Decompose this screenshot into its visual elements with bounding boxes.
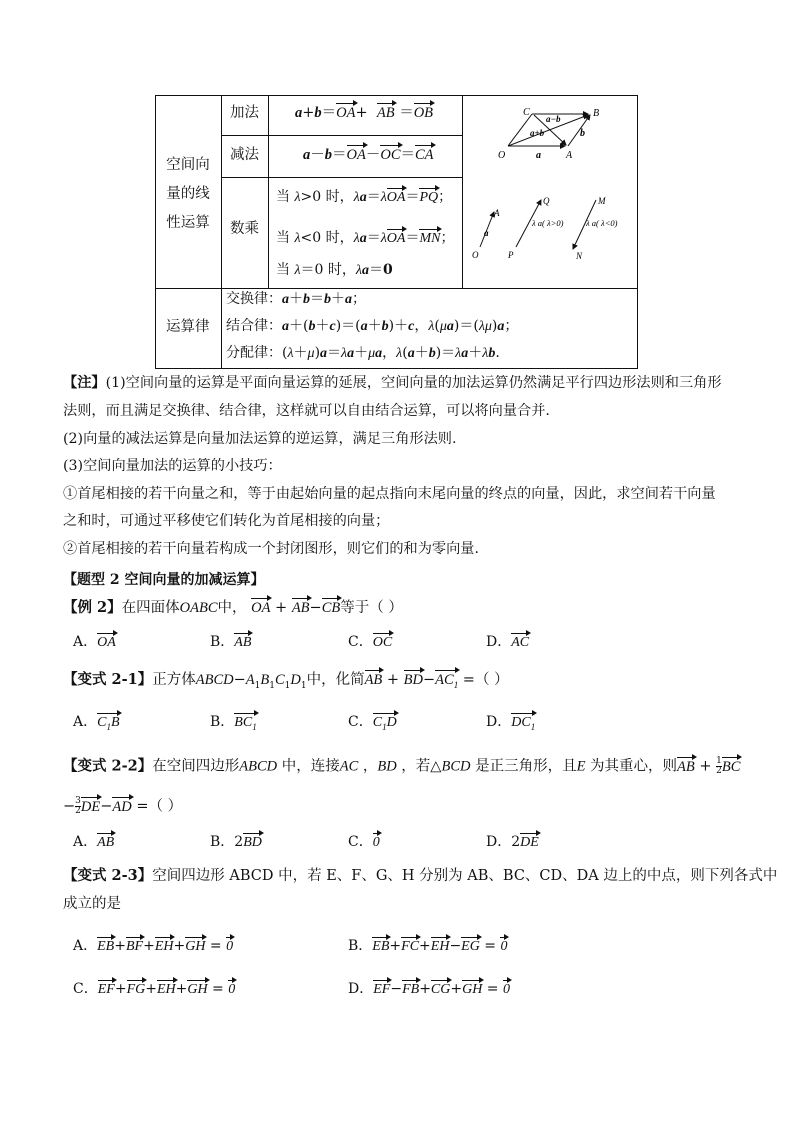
op-sub-label: 减法 bbox=[230, 147, 259, 163]
row-group-label-line: 空间向 bbox=[166, 157, 210, 173]
question-tag: 【变式 2-2】 bbox=[63, 757, 153, 775]
option-a[interactable]: A．$C_1B$ bbox=[73, 714, 120, 732]
laws-label: 运算律 bbox=[166, 319, 210, 335]
fig1-label: B bbox=[593, 108, 600, 119]
row-group-label-line: 量的线 bbox=[166, 186, 210, 202]
fig2-label: λ a( λ<0) bbox=[586, 218, 618, 228]
row-group-label-line: 性运算 bbox=[166, 215, 210, 231]
option-d[interactable]: D．AC bbox=[486, 634, 530, 650]
row-group-label bbox=[160, 151, 216, 238]
fig1-label: O bbox=[498, 150, 506, 161]
note-line: ②首尾相接的若干向量若构成一个封闭图形，则它们的和为零向量. bbox=[63, 541, 479, 557]
question-stem: 【例 2】在四面体OABC中， OA + AB−CB等于（ ） bbox=[63, 599, 403, 616]
option-c[interactable]: C．0 bbox=[348, 834, 380, 850]
note-line: (2)向量的减法运算是向量加法运算的逆运算，满足三角形法则. bbox=[63, 431, 457, 447]
note-line: ①首尾相接的若干向量之和，等于由起始向量的起点指向末尾向量的终点的向量，因此，求空间若干向量 bbox=[63, 486, 716, 502]
question-stem: 【变式 2-2】在空间四边形ABCD 中，连接AC ，BD ，若△BCD 是正三角形，且E 为其重心，则AB + $\frac{1}{2}$ BC bbox=[63, 756, 741, 776]
formula-sub: a－b＝OA－OC＝CA bbox=[303, 147, 434, 163]
law-commutative: 交换律：a＋b＝b＋a； bbox=[226, 291, 366, 307]
fig2-label: A bbox=[494, 208, 500, 218]
option-b[interactable]: B．AB bbox=[210, 634, 252, 650]
note-line bbox=[63, 376, 722, 390]
option-c[interactable]: C．EF+FG+EH+GH = 0 bbox=[73, 981, 236, 997]
question-stem-cont: − $\frac{3}{2}$ DE−AD =（ ） bbox=[63, 796, 183, 816]
note-text: (1)空间向量的运算是平面向量运算的延展，空间向量的加法运算仍然满足平行四边形法则和三角形 bbox=[105, 375, 722, 391]
fig1-label: C bbox=[523, 107, 530, 118]
question-tag: 【例 2】 bbox=[63, 599, 122, 616]
note-tag: 【注】 bbox=[63, 375, 106, 391]
formula-add: a+b＝OA+ AB ＝OB bbox=[295, 105, 434, 121]
scalar-multiplication-figure bbox=[466, 192, 636, 270]
question-tag: 【变式 2-1】 bbox=[63, 671, 153, 688]
option-c[interactable]: C．$C_1D$ bbox=[348, 714, 397, 732]
option-d[interactable]: D．EF−FB+CG+GH = 0 bbox=[348, 981, 510, 997]
law-associative: 结合律：a＋(b＋c)＝(a＋b)＋c，λ(μa)＝(λμ)a； bbox=[226, 318, 519, 334]
question-tag: 【变式 2-3】 bbox=[63, 867, 153, 884]
fig1-label: b bbox=[580, 128, 585, 139]
question-stem-cont: 成立的是 bbox=[63, 896, 121, 912]
op-scalar-label: 数乘 bbox=[230, 221, 259, 237]
parallelogram-figure bbox=[490, 100, 620, 162]
law-distributive: 分配律：(λ＋μ)a＝λa＋μa，λ(a＋b)＝λa＋λb. bbox=[226, 345, 500, 361]
fig2-label: M bbox=[598, 196, 606, 206]
formula-scalar-pos: 当 λ>0 时，λa＝λOA＝PQ； bbox=[276, 189, 453, 205]
option-c[interactable]: C．OC bbox=[348, 634, 393, 650]
fig2-label: a bbox=[484, 228, 489, 238]
note-line: 法则，而且满足交换律、结合律，这样就可以自由结合运算，可以将向量合并. bbox=[63, 403, 550, 419]
option-a[interactable]: A．OA bbox=[73, 634, 116, 650]
fig1-label: A bbox=[566, 150, 573, 161]
fig2-label: λ a( λ>0) bbox=[532, 218, 564, 228]
fig2-label: P bbox=[508, 250, 514, 260]
option-b[interactable]: B．$BC_1$ bbox=[210, 714, 257, 732]
note-line: 之和时，可通过平移使它们转化为首尾相接的向量； bbox=[63, 513, 390, 529]
op-add-label: 加法 bbox=[230, 105, 259, 121]
fig1-label: a−b bbox=[546, 114, 561, 124]
fig1-label: a bbox=[536, 150, 541, 161]
fig2-label: N bbox=[576, 251, 583, 261]
option-b[interactable]: B．EB+FC+EH−EG = 0 bbox=[348, 938, 508, 954]
option-d[interactable]: D．2DE bbox=[486, 834, 539, 850]
section-title: 【题型 2 空间向量的加减运算】 bbox=[63, 572, 265, 588]
option-a[interactable]: A．AB bbox=[73, 834, 115, 850]
option-d[interactable]: D．$DC_1$ bbox=[486, 714, 536, 732]
note-line: (3)空间向量加法的运算的小技巧： bbox=[63, 458, 282, 474]
option-a[interactable]: A．EB+BF+EH+GH = 0 bbox=[73, 938, 234, 954]
formula-scalar-neg: 当 λ<0 时，λa＝λOA＝MN； bbox=[276, 230, 455, 246]
formula-scalar-zero: 当 λ＝0 时，λa＝0 bbox=[276, 262, 393, 278]
question-stem: 【变式 2-1】正方体$ABCD-A_1B_1C_1D_1$中，化简AB + $BD-AC_1$ =（ ） bbox=[63, 671, 509, 691]
question-stem: 【变式 2-3】空间四边形 ABCD 中，若 E、F、G、H 分别为 AB、BC、CD、DA 边上的中点，则下列各式中 bbox=[63, 867, 778, 884]
fig2-label: O bbox=[472, 250, 479, 260]
option-b[interactable]: B．2BD bbox=[210, 834, 262, 850]
fig1-label: a+b bbox=[530, 128, 545, 138]
fig2-label: Q bbox=[543, 196, 550, 206]
